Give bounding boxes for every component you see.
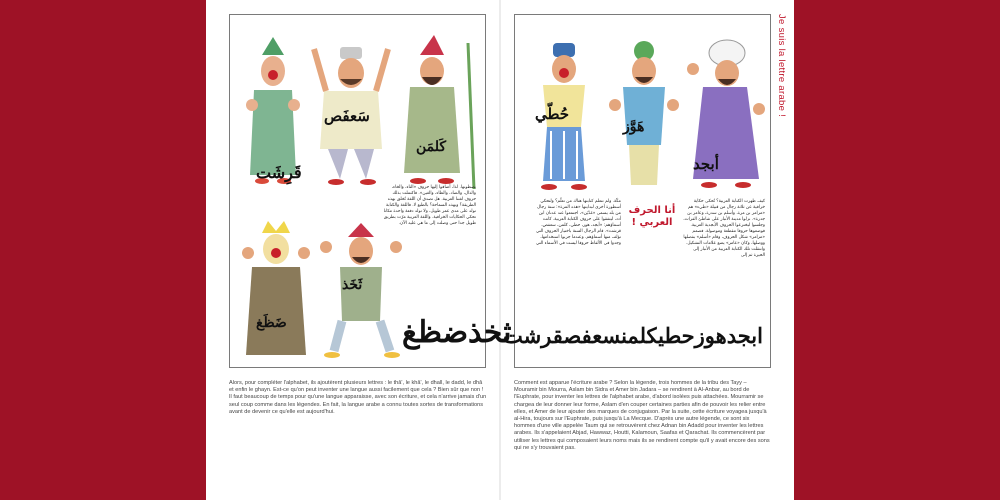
right-arabic-heading: أنا الحرف العربي ! <box>628 205 676 228</box>
page-gutter <box>499 0 501 500</box>
letters-qarashat: قَرِشَت <box>256 163 302 182</box>
letters-kalaman: كَلمَن <box>416 139 447 155</box>
right-french-caption: Comment est apparue l'écriture arabe ? Selon la légende, trois hommes de la tribu des Tayy – Mouramir bin Mourra, Aslam bin Sidra et Amer bin Jadara – se rendirent à Al-Anbar, au bord de l'Euphrate, pour inventer les lettres de l'alphabet arabe, d'abord isolées puis attachées. Mourramir se chargea de leur donner leur forme, Aslam d'en couper certaines parties afin de pouvoir les relier entre elles, et Amer de leur ajouter des marques de conjugaison. Par la suite, cette écriture voyagea jusqu'à al-Hira, toujours sur l'Euphrate, puis jusqu'à La Mecque. D'après une autre légende, ce sont six hommes d'une ville appelée Taum qui se retrouvèrent chez Adnan bin Adadd pour inventer les lettres arabes. Ils s'appelaient Abjad, Hawwaz, Houtti, Kalamoun, Saafas et Qarachat. Ils commencèrent par utiliser les lettres qui composaient leurs noms mais ils se rendirent compte qu'il y avait encore des sons qui ne s'y trouvaient pas. <box>514 380 770 451</box>
right-calligraphy: ابجدهوزحطيكلمنسعفصقرشت <box>502 323 763 348</box>
side-title-text: Je suis la lettre arabe ! <box>776 14 787 118</box>
right-arabic-text-right: كيف ظهرت الكتابة العربية؟ تُحكى حكاية خرافية عن ثلاثة رجال من قبيلة «طيء» هم «مرامر بن مرة، وأسلم بن سدرة، وعامر بن جدرة». نزلوا مدينة الأنبار على شاطئ الفرات، وجلسوا ليخترعوا الحروف الأبجدية العربية. فوضعوها حروفا مقطعة وموصولة. فصمم «مرامر» شكل الحروف، وقام «أسلم» بفصلها ووصلها، وكان «عامر» يضع علامات التشكيل. وانتقلت تلك الكتابة العربية من الأنبار إلى الحيرة ثم إلى <box>683 199 765 258</box>
right-arabic-text-left: مكّة. ولم تتعلم كتابتها هناك من تعلّم؟ ولتحكي أسطورة أخرى لبدايتها «هذه المرة»: ستة رجال من بلد يسمى «مَدْيَن»، اجتمعوا عند عدنان ابن أدد، ليتفقوا على حروف الكتابة العربية. كانت أسماؤهم: «أبجد، هوز، حطي، كلمن، سعفص، قرشت». قام الرجال الستة باختيار الحروف التي تؤلف منها أسماؤهم. وعندما جربوا استخدامها، وجدوا في الألفاظ حروفا ليست في الأسماء التي <box>535 199 621 246</box>
character-staff-illustration <box>398 33 480 191</box>
letters-hawwaz: هَوَّز <box>623 119 645 135</box>
book-spread <box>206 0 794 500</box>
character-crowned-illustration <box>242 219 310 365</box>
letters-saafas: سَعفَص <box>324 107 370 125</box>
side-title <box>776 14 790 214</box>
left-illustration-panel <box>229 14 512 368</box>
right-illustration-panel <box>502 14 771 368</box>
left-calligraphy: ثخذضظغ <box>402 315 512 350</box>
character-blue-shirt-illustration <box>607 35 681 195</box>
letters-dazagh: ضَظَغ <box>256 315 287 331</box>
letters-abjad: أبجد <box>693 155 719 173</box>
letters-hutti: حُطّي <box>535 105 570 123</box>
left-arabic-text: يصطونها. لذا، أضافوا إليها حروف «الثاء، والخاء، والذال، والضاد، والظاء، والغين». فاكتملت بذلك حروف لغتنا العربية. هل تصدق أن اللغة تُخلق بهذه الطريقة؟ وبهذه السماحة؟ بالطبع لا. فاللغة والكتابة تولد على مدى عمر طويل، ولا تولد دفعة واحدة مكانا تحكي الحكايات الخرافية. واللغة العربية مرّت بطريق طويل جدا حتى وصلت إلى ما هي عليه الآن. <box>383 185 476 226</box>
left-french-caption: Alors, pour compléter l'alphabet, ils ajoutèrent plusieurs lettres : le thâ', le khâ', le dhall, le dadd, le dhâ et enfin le ghayn. Est-ce qu'on peut inventer une langue aussi facilement que cela ? Bien sûr que non ! Il faut beaucoup de temps pour qu'une langue apparaisse, avec son écriture, et cela n'arrive jamais d'un seul coup comme dans les légendes. En fait, la langue arabe a connu toutes sortes de transformations avant de devenir ce qu'elle est aujourd'hui. <box>229 380 487 415</box>
letters-thakhadh: ثَخَذ <box>342 277 363 293</box>
